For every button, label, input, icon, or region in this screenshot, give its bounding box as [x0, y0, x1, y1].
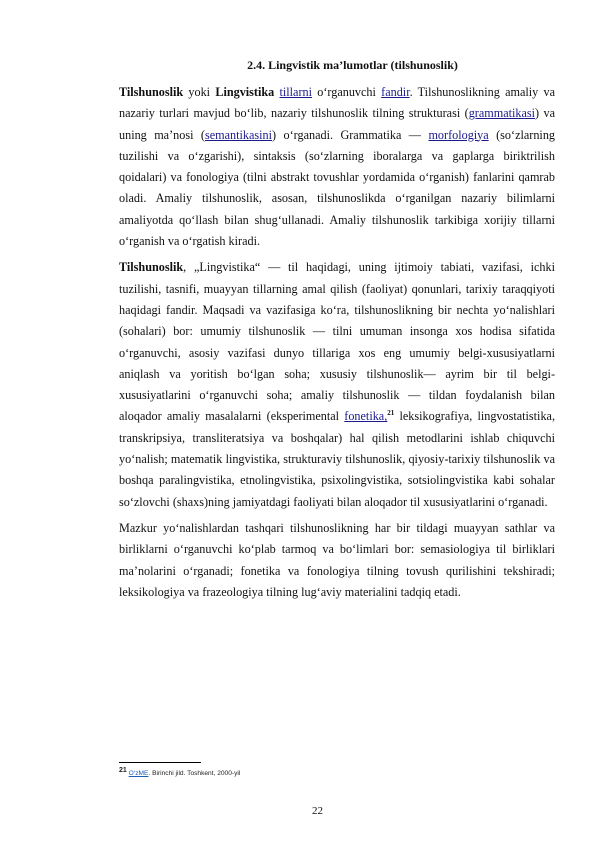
term-tilshunoslik-2: Tilshunoslik [119, 260, 184, 275]
link-morfologiya[interactable]: morfologiya [428, 127, 489, 142]
text-fragment: . Tilshunoslikning amaliy va nazariy turlari mavjud bo‘lib, nazariy tilshunoslik tilning strukturasi ( [119, 85, 555, 121]
text-fragment: o‘rganuvchi [312, 85, 382, 99]
body-text [119, 82, 555, 608]
section-title: 2.4. Lingvistik ma’lumotlar (tilshunoslik) [247, 58, 458, 72]
paragraph-1 [119, 82, 555, 252]
text-fragment: leksikografiya, lingvostatistika, transkripsiya, transliteratsiya va boshqalar) hal qilish metodlarini ishlab chiquvchi yo‘nalish; matematik lingvistika, strukturaviy tilshunoslik, qiyosiy-tarixiy tilshunoslik va boshqa paralingvistika, etnolingvistika, psixolingvistika, sotsiolingvistika kabi sohalar so‘zlovchi (shaxs)ning jamiyatdagi faoliyati bilan aloqador til xususiyatlarini o‘rganadi. [119, 409, 555, 509]
term-tilshunoslik: Tilshunoslik [119, 85, 184, 99]
page-number: 22 [312, 805, 323, 817]
footnote-ref[interactable]: 21 [387, 409, 395, 418]
link-grammatikasi[interactable]: grammatikasi [468, 106, 536, 121]
text-fragment: ) va uning ma’nosi ( [119, 106, 555, 142]
link-fandir[interactable]: fandir [381, 85, 410, 99]
footnote [119, 766, 241, 777]
text-fragment: yoki [183, 85, 216, 99]
term-lingvistika: Lingvistika [215, 85, 275, 99]
paragraph-3 [119, 518, 555, 603]
link-fonetika[interactable]: fonetika, [344, 409, 388, 424]
footnote-link[interactable]: O‘zME [128, 770, 149, 777]
text-fragment: ) o‘rganadi. Grammatika — [272, 127, 429, 142]
paragraph-2 [119, 257, 555, 513]
text-fragment: (so‘zlarning tuzilishi va o‘zgarishi), sintaksis (so‘zlarning iboralarga va gaplarga biriktrilish qoidalari) va fonologiya (tilni abstrakt tovushlar yordamida o‘rganish) fanlarini qamrab oladi. Amaliy tilshunoslik, asosan, tilshunoslikda o‘rganilgan nazariy bilimlarni amaliyotda qo‘llash bilan shug‘ullanadi. Amaliy tilshunoslik tarkibiga xorijiy tillarni o‘rganish va o‘rgatish kiradi. [119, 127, 556, 249]
link-semantikasini[interactable]: semantikasini [204, 127, 272, 142]
footnote-text: . Birinchi jild. Toshkent, 2000-yil [148, 770, 241, 777]
footnote-divider [119, 762, 201, 763]
text-fragment: , „Lingvistika“ — til haqidagi, uning ijtimoiy tabiati, vazifasi, ichki tuzilishi, tasnifi, muayyan tillarning amal qilish (faoliyat) qonunlari, tarixiy taraqqiyoti haqidagi fandir. Maqsadi va vazifasiga ko‘ra, tilshunoslikning bir nechta yo‘nalishlari (sohalari) bor: umumiy tilshunoslik — tilni umuman insonga xos hodisa sifatida o‘rganuvchi, asosiy vazifasi dunyo tillariga xos eng umumiy belgi-xususiyatlarni aniqlash va yoritish bo‘lgan soha; xususiy tilshunoslik— ayrim bir til belgi-xususiyatlarini o‘rganuvchi soha; amaliy tilshunoslik — tildan foydalanish bilan aloqador amaliy masalalarni (eksperimental [119, 260, 555, 424]
text-fragment: Mazkur yo‘nalishlardan tashqari tilshunoslikning har bir tildagi muayyan sathlar va birliklarni o‘rganuvchi ko‘plab tarmoq va bo‘limlari bor: semasiologiya til birliklari ma’nolarini o‘rganadi; fonetika va fonologiya tilning tovush qurilishini tekshiradi; leksikologiya va frazeologiya tilning lug‘aviy materialini tadqiq etadi. [119, 520, 555, 599]
footnote-number: 21 [119, 766, 127, 774]
link-tillarni[interactable]: tillarni [279, 85, 312, 99]
